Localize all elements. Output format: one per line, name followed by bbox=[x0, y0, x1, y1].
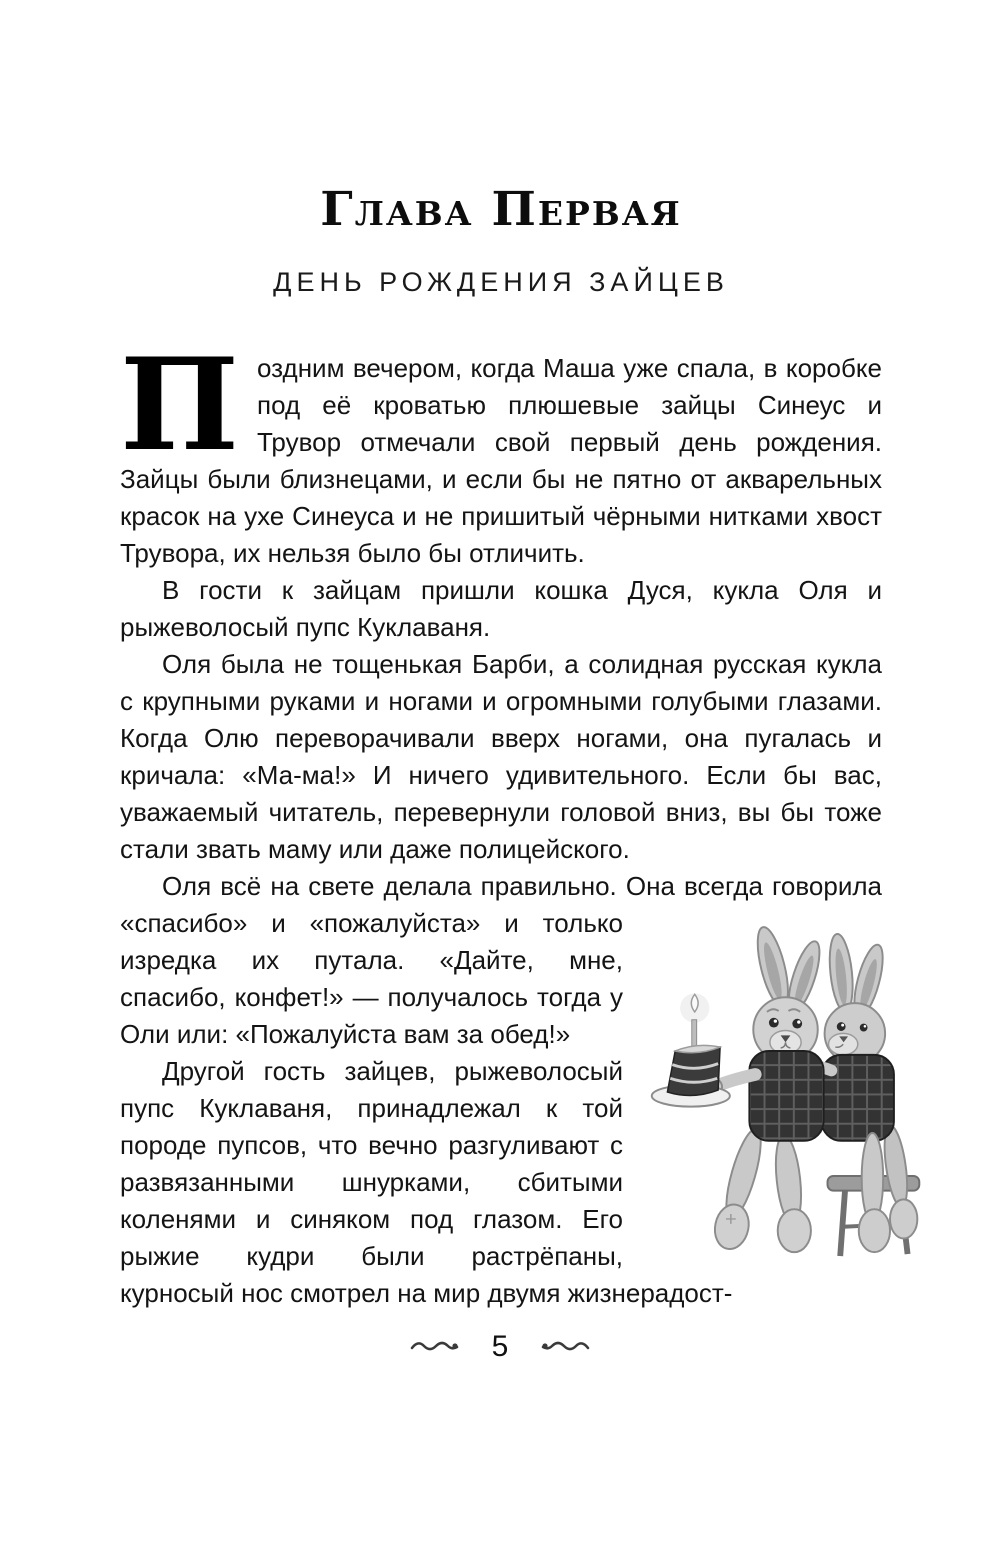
drop-cap: П bbox=[120, 331, 239, 479]
paragraph-1-text: оздним вечером, когда Маша уже спала, в коробке под её кроватью плюшевые зайцы Синеус и Трувор отмечали свой первый день рождения. Зайцы были близнецами, и если бы не пятно от акварельных красок на ухе Синеуса и не пришитый чёрными нитками хвост Трувора, их нельзя было бы отличить. bbox=[120, 353, 882, 568]
title-word1-rest: ЛАВА bbox=[354, 194, 474, 233]
paragraph-4: Оля всё на свете делала правильно. Она всегда говорила «спасибо» и «пожалуйста» и только изредка их путала. «Дайте, мне, спасибо, конфет!» — получалось тогда у Оли или: «Пожалуйста вам за обед!» bbox=[120, 871, 882, 1049]
page-content bbox=[120, 0, 882, 1312]
paragraph-5: Другой гость зайцев, рыжеволосый пупс Куклаваня, принадлежал к той породе пупсов, что вечно разгуливают с развязанными шнурками, сбитыми коленями и синяком под глазом. Его рыжие кудри были растрёпаны, курносый нос смотрел на мир двумя жизнерадост- bbox=[120, 1056, 733, 1308]
page-number: 5 bbox=[491, 1330, 509, 1363]
paragraph-1 bbox=[120, 331, 882, 572]
chapter-title bbox=[120, 182, 882, 237]
title-word2-rest: ЕРВАЯ bbox=[537, 194, 682, 233]
rabbits-illustration-drawing bbox=[639, 926, 934, 1258]
birthday-cake bbox=[652, 993, 730, 1106]
title-word1-initial: Г bbox=[320, 182, 355, 237]
chapter-subtitle: ДЕНЬ РОЖДЕНИЯ ЗАЙЦЕВ bbox=[273, 267, 729, 297]
footer-ornament-right bbox=[539, 1338, 591, 1356]
title-word2-initial: П bbox=[491, 182, 538, 237]
paragraph-2: В гости к зайцам пришли кошка Дуся, кукла Оля и рыжеволосый пупс Куклаваня. bbox=[120, 575, 882, 642]
rabbits-illustration bbox=[639, 868, 934, 1258]
page-footer bbox=[0, 1330, 1000, 1364]
footer-ornament-left bbox=[409, 1338, 461, 1356]
body-text bbox=[120, 331, 882, 1312]
paragraph-3: Оля была не тощенькая Барби, а солидная русская кукла с крупными руками и ногами и огромными голубыми глазами. Когда Олю переворачивали вверх ногами, она пугалась и кричала: «Ма-ма!» И ничего удивительного. Если бы вас, уважаемый читатель, перевернули головой вниз, вы бы тоже стали звать маму или даже полицейского. bbox=[120, 649, 882, 864]
